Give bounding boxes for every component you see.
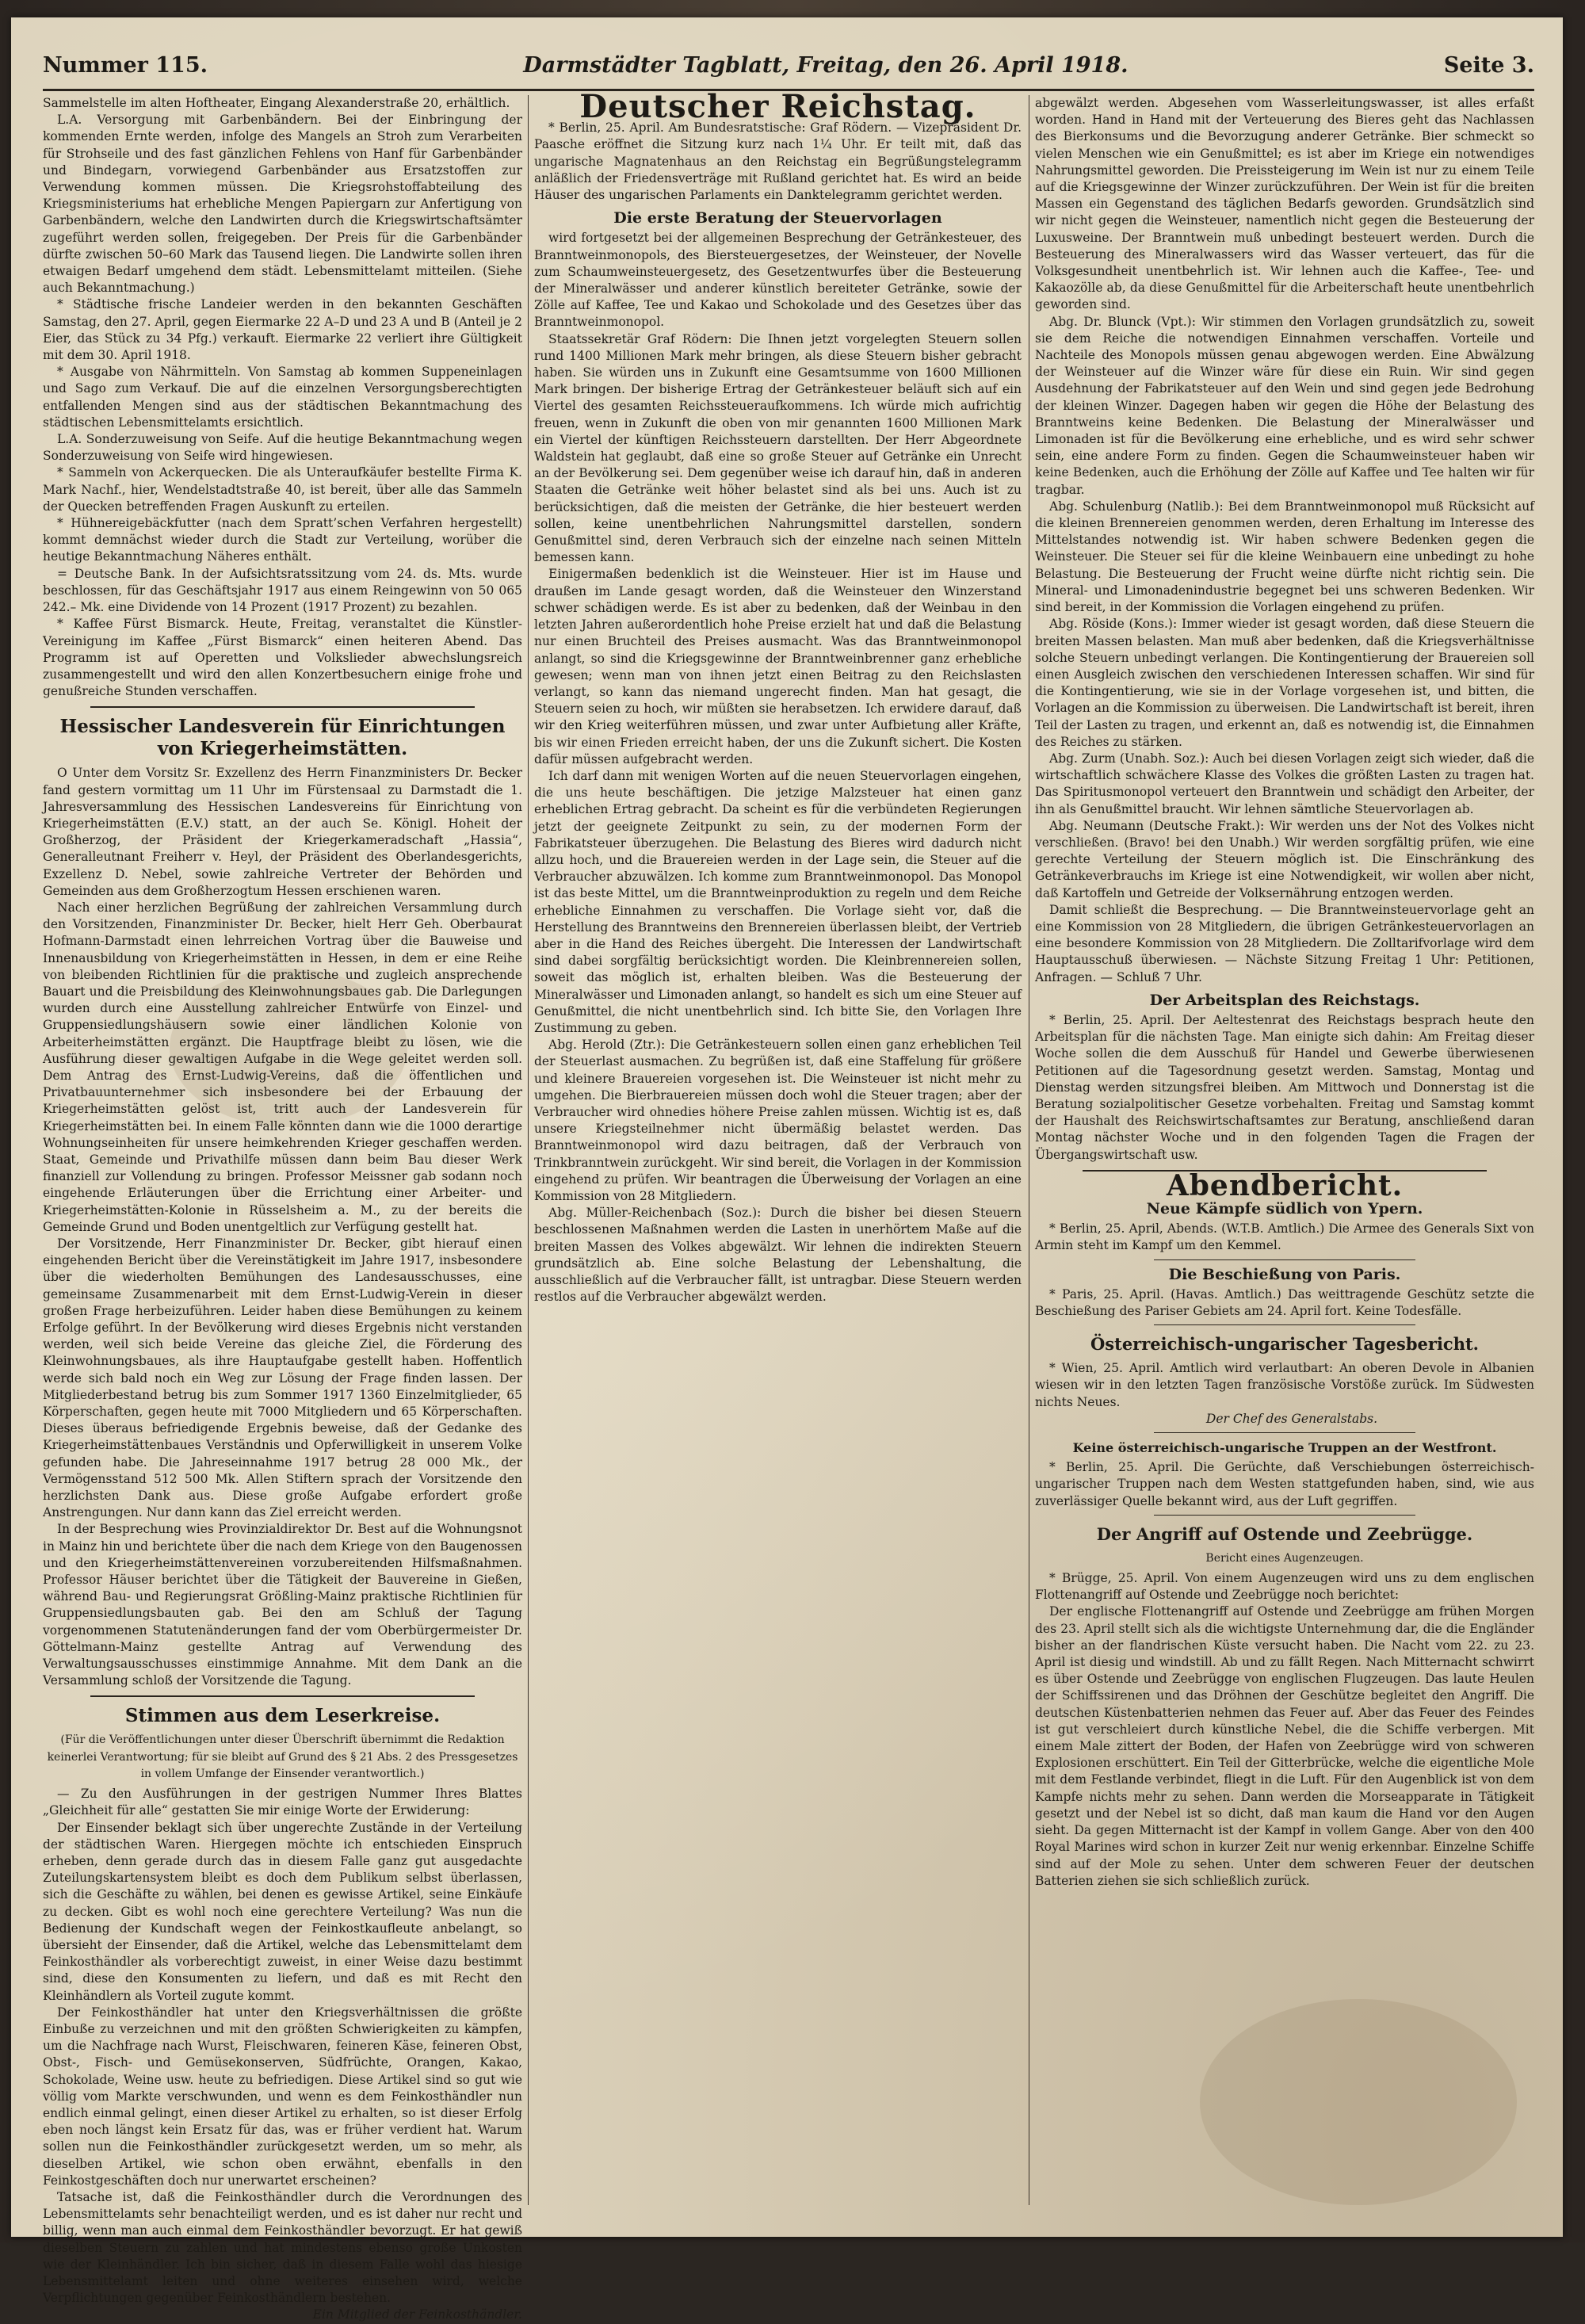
page-number: Seite 3. bbox=[1443, 52, 1534, 78]
article-paragraph: Staatssekretär Graf Rödern: Die Ihnen jetzt vorgelegten Steuern sollen rund 1400 Millionen Mark mehr bringen, als diese Steuern bisher gebracht haben. Sie würden uns in Zukunft eine Gesamtsumme von 1600 Millionen Mark bringen. Der bisherige Ertrag der Getränkesteuer beläuft sich auf ein Viertel des gesamten Reichssteueraufkommens. Ich würde mich aufrichtig freuen, wenn in Zukunft die oben von mir genannten 1600 Millionen Mark ein Viertel der künftigen Reichssteuern darstellten. Der Herr Abgeordnete Waldstein hat geglaubt, daß eine so große Steuer auf Getränke ein Unrecht an der Bevölkerung sei. Dem gegenüber weise ich darauf hin, daß in anderen Staaten die Getränke weit höher belastet sind als bei uns. Auch ist zu berücksichtigen, daß die meisten der Getränke, die hier besteuert werden sollen, keine unentbehrlichen Nahrungsmittel darstellen, sondern Genußmittel sind, deren Verbrauch sich der einzelne nach seinen Mitteln bemessen kann. bbox=[534, 331, 1022, 565]
article-paragraph: * Berlin, 25. April, Abends. (W.T.B. Amtlich.) Die Armee des Generals Sixt von Armin steht im Kampf um den Kemmel. bbox=[1035, 1221, 1534, 1253]
section-separator bbox=[90, 706, 475, 708]
newspaper-masthead: Darmstädter Tagblatt, Freitag, den 26. April 1918. bbox=[523, 52, 1129, 78]
headline-leserkreise: Stimmen aus dem Leserkreise. bbox=[124, 1705, 441, 1727]
article-paragraph: Abg. Neumann (Deutsche Frakt.): Wir werden uns der Not des Volkes nicht verschließen. (Bravo! bei den Unabh.) Wir werden sorgfältig prüfen, wie eine gerechte Verteilung der Steuern möglich ist. Die Einschränkung des Getränkeverbrauchs im Kriege ist eine Notwendigkeit, wir wollen aber nicht, daß Kartoffeln und Getreide der Volksernährung entzogen werden. bbox=[1035, 818, 1534, 900]
article-paragraph: * Ausgabe von Nährmitteln. Von Samstag ab kommen Suppeneinlagen und Sago zum Verkauf. Die auf die einzelnen Versorgungsberechtigten entfallenden Mengen sind aus der städtischen Bekanntmachung des städtischen Lebensmittelamts ersichtlich. bbox=[43, 365, 522, 430]
article-paragraph: Der Vorsitzende, Herr Finanzminister Dr. Becker, gibt hierauf einen eingehenden Bericht über die Vereinstätigkeit im Jahre 1917, insbesondere über die wiederholten Bemühungen des Landesausschusses, eine gemeinsame Zusammenarbeit mit dem Ernst-Ludwig-Verein in dieser großen Frage herbeizuführen. Leider haben diese Bemühungen zu keinem Erfolge geführt. In der Bevölkerung wird dieses Ergebnis nicht verstanden werden, weil sich beide Vereine das gleiche Ziel, die Förderung des Kleinwohnungsbaues, als ihre Hauptaufgabe gestellt haben. Hoffentlich werde sich bald noch ein Weg zur Lösung der Frage finden lassen. Der Mitgliederbestand betrug bis zum Sommer 1917 1360 Einzelmitglieder, 65 Körperschaften, gegen heute mit 7000 Mitgliedern und 65 Körperschaften. Dieses überaus befriedigende Ergebnis beweise, daß der Gedanke des Kriegerheimstättenbaues Verständnis und Opferwilligkeit in unserem Volke gefunden habe. Die Jahreseinnahme 1917 betrug 28 000 Mk., der Vermögensstand 512 500 Mk. Allen Stiftern sprach der Vorsitzende den herzlichsten Dank aus. Diese große Aufgabe erfordert große Anstrengungen. Nur dann kann das Ziel erreicht werden. bbox=[43, 1237, 522, 1520]
letter-signature: Ein Mitglied der Feinkosthändler. bbox=[312, 2307, 522, 2322]
article-paragraph: Abg. Dr. Blunck (Vpt.): Wir stimmen den Vorlagen grundsätzlich zu, soweit sie dem Reiche die notwendigen Einnahmen verschaffen. Vorteile und Nachteile des Monopols müssen genau abgewogen werden. Eine Abwälzung der Weinsteuer auf die Winzer wäre für diese ein Ruin. Wir sind gegen Ausdehnung der Fabrikatsteuer auf den Wein und sind gegen jede Bedrohung der kleinen Winzer. Dagegen haben wir gegen die Höhe der Belastung des Branntweins keine Bedenken. Die Belastung der Mineralwässer und Limonaden ist für die Bevölkerung eine erhebliche, und es wird sehr schwer sein, eine andere Form zu finden. Gegen die Schaumweinsteuer haben wir keine Bedenken, auch die Erhöhung der Zölle auf Kaffee und Tee halten wir für tragbar. bbox=[1035, 314, 1534, 497]
article-paragraph: * Sammeln von Ackerquecken. Die als Unteraufkäufer bestellte Firma K. Mark Nachf., hier, Wendelstadtstraße 40, ist bereit, über alle das Sammeln der Quecken betreffenden Fragen Auskunft zu erteilen. bbox=[43, 465, 522, 514]
article-paragraph: * Berlin, 25. April. Am Bundesratstische: Graf Rödern. — Vizepräsident Dr. Paasche eröffnet die Sitzung kurz nach 1¼ Uhr. Er teilt mit, daß das ungarische Magnatenhaus an den Reichstag ein Begrüßungstelegramm anläßlich der Friedensverträge mit Rußland gerichtet hat. Es wird an beide Häuser des ungarischen Parlaments ein Danktelegramm gerichtet werden. bbox=[534, 120, 1022, 203]
article-paragraph: * Paris, 25. April. (Havas. Amtlich.) Das weittragende Geschütz setzte die Beschießung des Pariser Gebiets am 24. April fort. Keine Todesfälle. bbox=[1035, 1286, 1534, 1319]
subheadline-augenzeuge: Bericht eines Augenzeugen. bbox=[1205, 1551, 1364, 1565]
article-paragraph: Abg. Müller-Reichenbach (Soz.): Durch die bisher bei diesen Steuern beschlossenen Maßnahmen werden die Lasten in unerhörtem Maße auf die breiten Massen des Volkes abgewälzt. Wir lehnen die indirekten Steuern grundsätzlich ab. Eine solche Belastung der Lebenshaltung, die ausschließlich auf die Verbraucher fällt, ist untragbar. Diese Steuern werden restlos auf die Verbraucher abgewälzt werden. bbox=[534, 1206, 1022, 1305]
column-right bbox=[1035, 95, 1534, 2205]
article-paragraph: Sammelstelle im alten Hoftheater, Eingang Alexanderstraße 20, erhältlich. bbox=[43, 96, 510, 110]
article-paragraph: * Kaffee Fürst Bismarck. Heute, Freitag, veranstaltet die Künstler-Vereinigung im Kaffee „Fürst Bismarck“ einen heiteren Abend. Das Programm ist auf Operetten und Volkslieder abwechslungsreich zusammengestellt und wird den allen Konzertbesuchern einige frohe und genußreiche Stunden verschaffen. bbox=[43, 617, 522, 699]
section-separator bbox=[1154, 1324, 1415, 1325]
article-paragraph: Der Feinkosthändler hat unter den Kriegsverhältnissen die größte Einbuße zu verzeichnen und mit den größten Schwierigkeiten zu kämpfen, um die Nachfrage nach Wurst, Fleischwaren, feineren Käse, feineren Obst, Obst-, Fisch- und Gemüsekonserven, Südfrüchte, Orangen, Kakao, Schokolade, Weine usw. heute zu befriedigen. Diese Artikel sind so gut wie völlig vom Markte verschwunden, und wenn es dem Feinkosthändler nun endlich einmal gelingt, einen dieser Artikel zu erhalten, so ist dieser Erfolg eben noch längst kein Ersatz für das, was er früher verdient hat. Warum sollen nun die Feinkosthändler zurückgesetzt werden, um so mehr, als dieselben Artikel, wie schon oben erwähnt, ebenfalls in den Feinkostgeschäften doch nur unerwartet erscheinen? bbox=[43, 2005, 522, 2188]
article-paragraph: Der Einsender beklagt sich über ungerechte Zustände in der Verteilung der städtischen Waren. Hiergegen möchte ich entschieden Einspruch erheben, denn gerade durch das in diesem Falle ganz gut ausgedachte Zuteilungskartensystem bleibt es doch dem Publikum selbst überlassen, sich die Geschäfte zu wählen, bei denen es gewisse Artikel, seine Einkäufe zu decken. Gibt es wohl noch eine gerechtere Verteilung? Was nun die Bedienung der Kundschaft wegen der Feinkostkaufleute anbelangt, so übersieht der Einsender, daß die Artikel, welche das Lebensmittelamt dem Feinkosthändler als vorberechtigt zuweist, in einer Weise dazu bestimmt sind, diese den Konsumenten zu liefern, und daß es mit Recht den Kleinhändlern als Vorteil zugute kommt. bbox=[43, 1820, 522, 2003]
subheadline-paris: Die Beschießung von Paris. bbox=[1168, 1265, 1401, 1283]
disclaimer: (Für die Veröffentlichungen unter dieser Überschrift übernimmt die Redaktion keinerlei Verantwortung; für sie bleibt auf Grund des § 21 Abs. 2 des Pressgesetzes in vollem Umfange der Einsender verantwortlich.) bbox=[47, 1733, 518, 1780]
article-paragraph: O Unter dem Vorsitz Sr. Exzellenz des Herrn Finanzministers Dr. Becker fand gestern vormittag um 11 Uhr im Fürstensaal zu Darmstadt die 1. Jahresversammlung des Hessischen Landesvereins für Einrichtung von Kriegerheimstätten (E.V.) statt, an der auch Se. Königl. Hoheit der Großherzog, der Präsident der Kriegerkameradschaft „Hassia“, Generalleutnant Freiherr v. Heyl, der Präsident des Oberlandesgerichts, Exzellenz D. Nebel, sowie zahlreiche Vertreter der Behörden und Gemeinden aus dem Großherzogtum Hessen erschienen waren. bbox=[43, 766, 522, 898]
article-paragraph: Einigermaßen bedenklich ist die Weinsteuer. Hier ist im Hause und draußen im Lande gesagt worden, daß die Weinsteuer den Winzerstand schwer schädigen werde. Es ist aber zu bedenken, daß der Weinbau in den letzten Jahren außerordentlich hohe Preise erzielt hat und daß die Belastung nur einen Bruchteil des Preises ausmacht. Was das Branntweinmonopol anlangt, so sind die Kriegsgewinne der Branntweinbrenner ganz erhebliche gewesen; wenn man von ihnen jetzt einen Beitrag zu den Reichslasten verlangt, so kann das niemand ungerecht finden. Man hat gesagt, die Steuern seien zu hoch, wir müßten sie herabsetzen. Ich erwidere darauf, daß wir den Krieg weiterführen müssen, und zwar unter Aufbietung aller Kräfte, bis wir einen Frieden erreicht haben, der uns die Zukunft sichert. Die Kosten dafür müssen aufgebracht werden. bbox=[534, 567, 1022, 766]
article-paragraph: * Berlin, 25. April. Der Aeltestenrat des Reichstags besprach heute den Arbeitsplan für die nächsten Tage. Man einigte sich dahin: Am Freitag dieser Woche sollen die dem Ausschuß für Handel und Gewerbe überwiesenen Petitionen auf die Tagesordnung gesetzt werden. Samstag, Montag und Dienstag werden sitzungsfrei bleiben. Am Mittwoch und Donnerstag ist die Beratung sozialpolitischer Gesetze vorbehalten. Freitag und Samstag kommt der Haushalt des Reichswirtschaftsamtes zur Beratung, anschließend daran Montag nächster Woche und in den folgenden Tagen die Fragen der Übergangswirtschaft usw. bbox=[1035, 1012, 1534, 1162]
article-paragraph: Abg. Herold (Ztr.): Die Getränkesteuern sollen einen ganz erheblichen Teil der Steuerlast ausmachen. Zu begrüßen ist, daß eine Staffelung für größere und kleinere Brauereien vorgesehen ist. Die Weinsteuer ist nicht mehr zu umgehen. Die Bierbrauereien müssen doch wohl die Steuer tragen; aber der Verbraucher wird ohnedies höhere Preise zahlen müssen. Wichtig ist es, daß unsere Kriegsteilnehmer nicht übermäßig belastet werden. Das Branntweinmonopol wird dazu beitragen, daß der Verbrauch von Trinkbranntwein zurückgeht. Wir sind bereit, die Vorlagen in der Kommission eingehend zu prüfen. Wir beantragen die Überweisung der Vorlagen an eine Kommission von 28 Mitgliedern. bbox=[534, 1038, 1022, 1203]
headline-oesterreich: Österreichisch-ungarischer Tagesbericht. bbox=[1090, 1334, 1479, 1355]
article-paragraph: abgewälzt werden. Abgesehen vom Wasserleitungswasser, ist alles erfaßt worden. Hand in Hand mit der Verteuerung des Bieres geht das Nachlassen des Bierkonsums und die Bevorzugung anderer Getränke. Bier schmeckt so vielen Menschen wie ein Genußmittel; es ist aber im Kriege ein notwendiges Nahrungsmittel geworden. Die Preissteigerung im Wein ist nur zu einem Teile auf die Kriegsgewinne der Winzer zurückzuführen. Der Wein ist für die breiten Massen ein Gegenstand des täglichen Bedarfs geworden. Grundsätzlich sind wir nicht gegen die Weinsteuer, namentlich nicht gegen die Besteuerung der Luxusweine. Der Branntwein muß unbedingt besteuert werden. Durch die Besteuerung des Mineralwassers wird das Wasser verteuert, das für die Volksgesundheit unentbehrlich ist. Wir lehnen auch die Kaffee-, Tee- und Kakaozölle ab, da diese Genußmittel für die Arbeiterschaft heute unentbehrlich geworden sind. bbox=[1035, 96, 1534, 312]
headline-landesverein: Hessischer Landesverein für Einrichtungen von Kriegerheimstätten. bbox=[59, 716, 506, 760]
article-paragraph: Abg. Schulenburg (Natlib.): Bei dem Branntweinmonopol muß Rücksicht auf die kleinen Brennereien genommen werden, deren Erhaltung im Interesse des Mittelstandes notwendig ist. Wir haben schwere Bedenken gegen die Weinsteuer. Die Steuer sei für die kleine Weinbauern eine unbedingt zu hohe Belastung. Die Besteuerung der Frucht weine dürfte nicht richtig sein. Die Mineral- und Limonadenindustrie begegnet bei uns schweren Bedenken. Wir sind bereit, in der Kommission die Vorlagen eingehend zu prüfen. bbox=[1035, 499, 1534, 615]
headline-abendbericht: Abendbericht. bbox=[1166, 1168, 1404, 1202]
article-paragraph: In der Besprechung wies Provinzialdirektor Dr. Best auf die Wohnungsnot in Mainz hin und berichtete über die nach dem Kriege von den Baugenossen und den Kriegerheimstättenvereinen vorzubereitenden Hilfsmaßnahmen. Professor Häuser berichtet über die Tätigkeit der Bauvereine in Gießen, während Bau- und Regierungsrat Größling-Mainz praktische Richtlinien für Gruppensiedlungsbauten gab. Bei den am Schluß der Tagung vorgenommenen Statutenänderungen fand der vom Oberbürgermeister Dr. Göttelmann-Mainz gestellte Antrag auf Verwendung des Verwaltungsausschusses einstimmige Annahme. Mit dem Dank an die Versammlung schloß der Vorsitzende die Tagung. bbox=[43, 1522, 522, 1688]
subheadline-ypern: Neue Kämpfe südlich von Ypern. bbox=[1146, 1200, 1423, 1217]
report-signature: Der Chef des Generalstabs. bbox=[1205, 1411, 1378, 1426]
subheadline-arbeitsplan: Der Arbeitsplan des Reichstags. bbox=[1149, 991, 1420, 1009]
headline-reichstag: Deutscher Reichstag. bbox=[579, 88, 976, 125]
column-middle bbox=[534, 88, 1022, 2205]
page-header bbox=[43, 44, 1534, 86]
article-paragraph: Ich darf dann mit wenigen Worten auf die neuen Steuervorlagen eingehen, die uns heute beschäftigen. Die jetzige Malzsteuer hat einen ganz erheblichen Ertrag gebracht. Da scheint es für die verbündeten Regierungen jetzt der geeignete Zeitpunkt zu sein, zu der modernen Form der Fabrikatsteuer überzugehen. Die Belastung des Bieres wird dadurch nicht allzu hoch, und die Brauereien werden in der Lage sein, die Steuer auf die Verbraucher abzuwälzen. Ich komme zum Branntweinmonopol. Das Monopol ist das beste Mittel, um die Branntweinproduktion zu regeln und dem Reiche erhebliche Einnahmen zu verschaffen. Die Vorlage sieht vor, daß die Herstellung des Branntweins den Brennereien überlassen bleibt, der Vertrieb aber in die Hand des Reiches übergeht. Die Interessen der Landwirtschaft sind dabei sorgfältig berücksichtigt worden. Die Kleinbrennereien sollen, soweit das möglich ist, erhalten bleiben. Was die Besteuerung der Mineralwässer und Limonaden anlangt, so handelt es sich um eine Steuer auf Genußmittel, die nicht unentbehrlich sind. Ich bitte Sie, den Vorlagen Ihre Zustimmung zu geben. bbox=[534, 768, 1022, 1035]
article-paragraph: Tatsache ist, daß die Feinkosthändler durch die Verordnungen des Lebensmittelamts sehr benachteiligt werden, und es ist daher nur recht und billig, wenn man auch einmal dem Feinkosthändler bevorzugt. Er hat gewiß dieselben Steuern zu zahlen und hat mindestens ebenso große Unkosten wie der Kleinhändler. Ich bin sicher, daß in diesem Falle wohl das hiesige Lebensmittelamt leiten und ohne weiteres einsehen wird, welche Verpflichtungen gegenüber Feinkosthändlern bestehen. bbox=[43, 2189, 522, 2306]
headline-ostende: Der Angriff auf Ostende und Zeebrügge. bbox=[1096, 1523, 1473, 1544]
article-paragraph: Nach einer herzlichen Begrüßung der zahlreichen Versammlung durch den Vorsitzenden, Finanzminister Dr. Becker, hielt Herr Geh. Oberbaurat Hofmann-Darmstadt einen lehrreichen Vortrag über die Bauweise und Innenausbildung von Kriegerheimstätten in Hessen, in dem er eine Reihe von bleibenden Richtlinien für die praktische und zugleich ansprechende Bauart und die Preisbildung des Kleinwohnungsbaues gab. Die Darlegungen wurden durch eine Ausstellung zahlreicher Entwürfe von Einzel- und Gruppensiedlungshäusern sowie einer ländlichen Kolonie von Arbeiterheimstätten ergänzt. Die Hauptfrage bleibt zu lösen, wie die Ausführung dieser gewaltigen Aufgabe in die Wege geleitet werden soll. Dem Antrag des Ernst-Ludwig-Vereins, daß die öffentlichen und Privatbauunternehmer sich insbesondere bei der Erbauung der Kriegerheimstätten gelöst ist, tritt auch der Landesverein für Kriegerheimstätten bei. In einem Falle könnten dann wie die 1000 derartige Wohnungseinheiten für unsere heimkehrenden Krieger geschaffen werden. Staat, Gemeinde und Privathilfe müssen dann beim Bau dieser Werk finanziell zur Vollendung zu bringen. Professor Meissner gab sodann noch eingehende Erläuterungen über die Errichtung einer Arbeiter- und Kriegerheimstätten-Kolonie in Rüsselsheim a. M., zu der bereits die Gemeinde Grund und Boden unentgeltlich zur Verfügung gestellt hat. bbox=[43, 900, 522, 1234]
article-paragraph: * Berlin, 25. April. Die Gerüchte, daß Verschiebungen österreichisch-ungarischer Truppen nach dem Westen stattgefunden haben, sind, wie aus zuverlässiger Quelle bekannt wird, aus der Luft gegriffen. bbox=[1035, 1460, 1534, 1508]
column-divider bbox=[528, 95, 529, 2205]
subheadline-westfront: Keine österreichisch-ungarische Truppen an der Westfront. bbox=[1072, 1440, 1497, 1456]
article-paragraph: * Brügge, 25. April. Von einem Augenzeugen wird uns zu dem englischen Flottenangriff auf Ostende und Zeebrügge noch berichtet: bbox=[1035, 1571, 1534, 1603]
article-paragraph: = Deutsche Bank. In der Aufsichtsratssitzung vom 24. ds. Mts. wurde beschlossen, für das Geschäftsjahr 1917 aus einem Reingewinn von 50 065 242.– Mk. eine Dividende von 14 Prozent (1917 Prozent) zu bezahlen. bbox=[43, 566, 522, 615]
article-paragraph: Der englische Flottenangriff auf Ostende und Zeebrügge am frühen Morgen des 23. April stellt sich als die wichtigste Unternehmung dar, die die Engländer bisher an der flandrischen Küste versucht haben. Die Nacht vom 22. zu 23. April ist diesig und windstill. Ab und zu fällt Regen. Nach Mitternacht schwirrt es über Ostende und Zeebrügge von englischen Flugzeugen. Das laute Heulen der Schiffssirenen und das Dröhnen der Geschütze begleitet den Angriff. Die deutschen Küstenbatterien nehmen das Feuer auf. Aber das Feuer des Feindes ist gut verschleiert durch künstliche Nebel, die die Schiffe verbergen. Mit einem Male zittert der Boden, der Hafen von Zeebrügge wird von schweren Explosionen erschüttert. Ein Teil der Gitterbrücke, welche die eigentliche Mole mit dem Festlande verbindet, fliegt in die Luft. Für den Augenblick ist von dem Kampfe nichts mehr zu sehen. Dann werden die Morseapparate in Tätigkeit gesetzt und der Nebel ist so dicht, daß man kaum die Hand vor den Augen sieht. Da gegen Mitternacht ist der Kampf in vollem Gange. Aber von den 400 Royal Marines wird schon in kurzer Zeit nur wenig erkennbar. Einzelne Schiffe sind auf der Mole zu sehen. Unter dem schweren Feuer der deutschen Batterien ziehen sie sich schließlich zurück. bbox=[1035, 1604, 1534, 1888]
article-paragraph: L.A. Sonderzuweisung von Seife. Auf die heutige Bekanntmachung wegen Sonderzuweisung von Seife wird hingewiesen. bbox=[43, 432, 522, 464]
article-paragraph: — Zu den Ausführungen in der gestrigen Nummer Ihres Blattes „Gleichheit für alle“ gestatten Sie mir einige Worte der Erwiderung: bbox=[43, 1787, 522, 1818]
article-paragraph: * Städtische frische Landeier werden in den bekannten Geschäften Samstag, den 27. April, gegen Eiermarke 22 A–D und 23 A und B (Anteil je 2 Eier, das Stück zu 34 Pfg.) verkauft. Eiermarke 22 verliert ihre Gültigkeit mit dem 30. April 1918. bbox=[43, 297, 522, 363]
article-paragraph: Damit schließt die Besprechung. — Die Branntweinsteuervorlage geht an eine Kommission von 28 Mitgliedern, die übrigen Getränkesteuervorlagen an eine besondere Kommission von 28 Mitgliedern. Die Zolltarifvorlage wird dem Hauptausschuß überwiesen. — Nächste Sitzung Freitag 1 Uhr: Petitionen, Anfragen. — Schluß 7 Uhr. bbox=[1035, 902, 1534, 984]
article-paragraph: wird fortgesetzt bei der allgemeinen Besprechung der Getränkesteuer, des Branntweinmonopols, des Biersteuergesetzes, der Weinsteuer, der Novelle zum Schaumweinsteuergesetz, des Gesetzentwurfes über die Besteuerung der Mineralwässer und anderer künstlich bereiteter Getränke, sowie der Zölle auf Kaffee, Tee und Kakao und Schokolade und des Gesetzes über das Branntweinmonopol. bbox=[534, 231, 1022, 330]
section-separator bbox=[1154, 1515, 1415, 1516]
article-paragraph: * Wien, 25. April. Amtlich wird verlautbart: An oberen Devole in Albanien wiesen wir in den letzten Tagen französische Vorstöße zurück. Im Südwesten nichts Neues. bbox=[1035, 1361, 1534, 1409]
article-paragraph: Abg. Zurm (Unabh. Soz.): Auch bei diesen Vorlagen zeigt sich wieder, daß die wirtschaftlich schwächere Klasse des Volkes die größten Lasten zu tragen hat. Das Spiritusmonopol verteuert den Branntwein und schädigt den Arbeiter, der ihn als Genußmittel braucht. Wir lehnen sämtliche Steuervorlagen ab. bbox=[1035, 751, 1534, 816]
article-paragraph: Abg. Röside (Kons.): Immer wieder ist gesagt worden, daß diese Steuern die breiten Massen belasten. Man muß aber bedenken, daß die Kriegsverhältnisse solche Steuern unbedingt verlangen. Die Kontingentierung der Brauereien soll einen Ausgleich zwischen den verschiedenen Interessen schaffen. Wir sind für die Kontingentierung, wie sie in der Vorlage vorgesehen ist, und bitten, die Vorlagen an die Kommission zu überweisen. Die Landwirtschaft ist bereit, ihren Teil der Lasten zu tragen, und erkennt an, daß es notwendig ist, die Einnahmen des Reiches zu stärken. bbox=[1035, 617, 1534, 749]
section-separator bbox=[1154, 1432, 1415, 1433]
article-paragraph: L.A. Versorgung mit Garbenbändern. Bei der Einbringung der kommenden Ernte werden, infolge des Mangels an Stroh zum Verarbeiten für Strohseile und des fast gänzlichen Fehlens von Hanf für Garbenbänder und Bindegarn, vorwiegend Garbenbänder aus Ersatzstoffen zur Verwendung kommen müssen. Die Kriegsrohstoffabteilung des Kriegsministeriums hat erhebliche Mengen Papiergarn zur Anfertigung von Garbenbändern, welche den Landwirten durch die Kriegswirtschaftsämter zugeführt werden sollen, freigegeben. Der Preis für die Garbenbänder dürfte zwischen 50–60 Mark das Tausend liegen. Die Landwirte sollen ihren etwaigen Bedarf umgehend dem städt. Lebensmittelamt mitteilen. (Siehe auch Bekanntmachung.) bbox=[43, 113, 522, 296]
article-paragraph: * Hühnereigebäckfutter (nach dem Spratt’schen Verfahren hergestellt) kommt demnächst wieder durch die Stadt zur Verteilung, worüber die heutige Bekanntmachung Näheres enthält. bbox=[43, 516, 522, 564]
newspaper-page bbox=[11, 17, 1563, 2322]
column-left bbox=[43, 95, 522, 2322]
section-separator bbox=[90, 1695, 475, 1697]
issue-number: Nummer 115. bbox=[43, 52, 208, 78]
subheadline-steuervorlagen: Die erste Beratung der Steuervorlagen bbox=[613, 209, 942, 227]
section-separator bbox=[1154, 1259, 1415, 1260]
